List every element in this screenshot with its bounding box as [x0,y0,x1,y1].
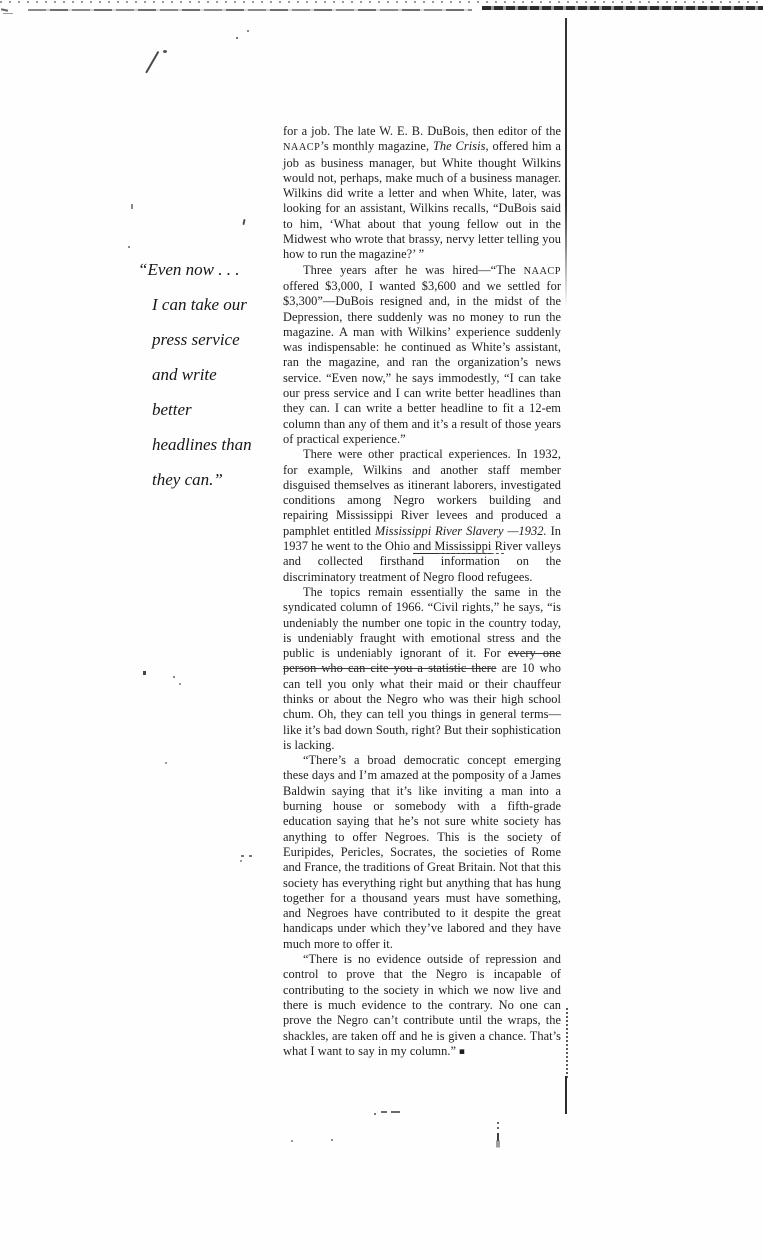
text-segment: There were other practical experiences. In 1932, for example, Wilkins and another staff member disguised themselves as itinerant laborers, investigated conditions among Negro workers building and repairing Mississippi River levees and produced a pamphlet entitled [283,447,561,538]
article-paragraph [283,447,561,585]
scan-speck [131,204,133,209]
scan-vertical-rule-bottom [565,1076,567,1114]
text-segment: The topics remain essentially the same in the syndicated column of 1966. “Civil rights,” he says, “is undeniably the number one topic in the country today, is undeniably fraught with emotional stress and the public is undeniably ignorant of it. For [283,584,561,661]
text-segment: The Crisis [432,139,486,154]
scan-speck [179,683,181,685]
text-segment: In 1937 he went to the Ohio [283,523,561,554]
scan-page-number-mark [497,1133,499,1141]
scan-speck [374,1113,376,1115]
article-paragraph [283,753,561,952]
scan-corner-mark [1,8,8,11]
scan-vertical-rule-top [565,18,567,206]
pull-quote [138,252,288,497]
text-segment: “There’s a broad democratic concept emerging these days and I’m amazed at the pomposity of a James Baldwin saying that it’s like inviting a man into a burning house or somebody with a fifth-grade education saying that he’s not sure white society has anything to offer Negroes. This is the society of Euripides, Pericles, Socrates, the societies of Rome and France, the traditions of Great Britain. Not that this society has everything right but anything that has hung together for a thousand years must have something, and Negroes have contributed to it despite the great handicaps under which they’ve labored and they have much more to offer it. [283,753,561,951]
scan-speck [128,246,130,248]
pull-quote-line: and write [152,365,217,384]
scan-speck [173,676,175,678]
article-paragraph [283,124,561,263]
scan-vertical-rule-top-fade [565,206,567,306]
text-segment: every one person who can cite you a statistic there [283,646,561,676]
article-paragraph [283,263,561,448]
pull-quote-line: I can take our [152,295,247,314]
end-of-article-mark: ■ [459,1047,465,1058]
pull-quote-line: “Even now . . . [138,260,240,279]
scan-edge-line-right [482,6,763,10]
scan-speck [236,37,238,39]
pull-quote-line: better [152,400,192,419]
text-segment: “There is no evidence outside of repression and control to prove that the Negro is incapable of contributing to the society in which we now live and there is much evidence to the contrary. No one can prove the Negro can’t contribute until the wraps, the shackles, are taken off and he is given a chance. That’s what I want to say in my column.” [283,952,561,1058]
text-segment: Three years after he was hired—“The [303,262,524,277]
text-segment: on the discriminatory treatment of Negro flood refugees. [283,554,561,584]
scan-dash-mark [391,1111,400,1113]
text-segment: Mississippi River Slavery —1932. [374,523,547,538]
text-segment: , offered him a job as business manager, but White thought Wilkins would not, perhaps, make much of a business manager. Wilkins did write a letter and when White, later, was looking for an assistant, Wilkins recalls, “DuBois said to him, ‘What about that young fellow out in the Midwest who wrote that brassy, nervy letter telling you how to run the magazine?’ ” [283,139,561,262]
pull-quote-line: headlines than [152,435,252,454]
scan-edge-dot-row [0,1,763,3]
scan-speck [241,855,244,857]
scan-speck [143,671,146,675]
scan-speck [240,860,242,862]
text-segment: offered $3,000, I wanted $3,600 and we settled for $3,300”—DuBois resigned and, in the midst of the Depression, there suddenly was no money to run the magazine. A man with Wilkins’ experience suddenly was indispensable: he continued as White’s assistant, ran the magazine, and ran the organization’s news service. “Even now,” he says immodestly, “I can take our press service and I can write better headlines than they can. I can write a better headline to fit a 12-em column than any of them and it’s a result of those years of practical experience.” [283,278,561,446]
scan-corner-mark [3,13,13,14]
text-segment: for a job. The late W. E. B. DuBois, then editor of the [283,124,561,138]
scan-speck [291,1140,293,1142]
scan-edge-line-left [28,9,472,11]
scan-colon-mark [497,1122,499,1124]
text-segment: NAACP [523,265,561,277]
pull-quote-line: press service [152,330,240,349]
text-segment: River valleys and collected firsthand [283,539,561,569]
text-segment: information [440,554,500,569]
pen-dot-mark [163,50,167,53]
article-paragraph [283,585,561,753]
pull-quote-line: they can.” [152,470,223,489]
text-segment: ’s monthly magazine, [320,139,433,154]
scan-speck [165,762,167,764]
scan-speck [242,219,245,225]
text-segment: are 10 who can tell you only what their maid or their chauffeur thinks or about the Negro who was their high school chum. Oh, they can tell you things in general terms—like it’s bad down South, right? But their sophistication is lacking. [283,661,562,752]
pen-slash-mark [145,51,159,74]
text-segment: and Mississippi [413,539,492,554]
scan-speck [249,855,252,857]
article-paragraph [283,952,561,1061]
scan-vertical-rule-bottom-dotted [566,1008,568,1078]
scan-speck [247,30,249,32]
scan-dash-mark [381,1111,387,1113]
text-segment: NAACP [283,142,321,154]
article-column [283,124,561,1061]
scan-speck [331,1139,333,1141]
